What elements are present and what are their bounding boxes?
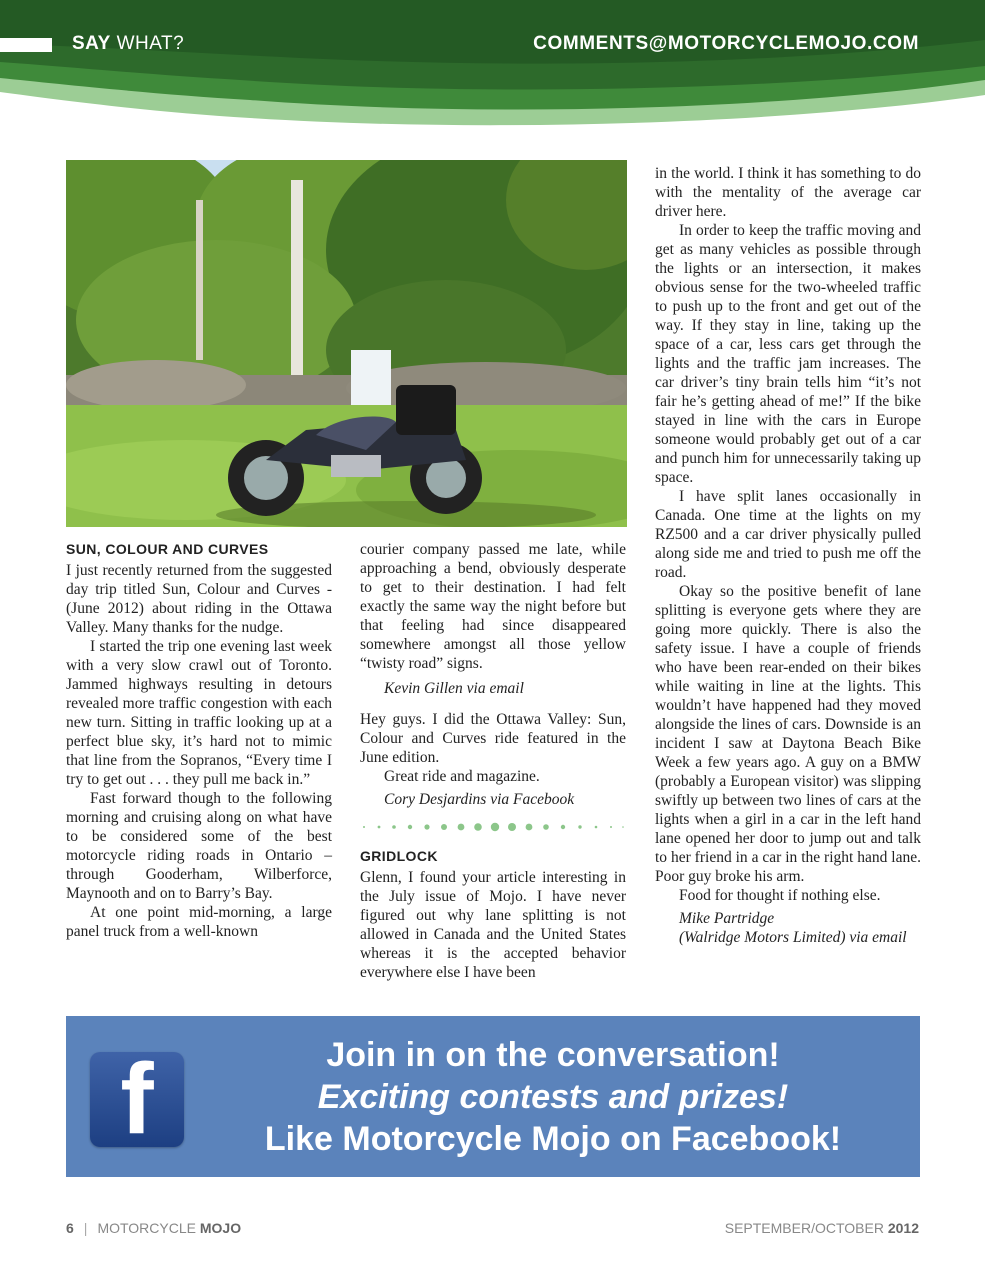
letter3-paragraph: in the world. I think it has something to do with the mentality of the average car driver here. [655, 165, 921, 220]
letter3-paragraph: I have split lanes occasionally in Canada. One time at the lights on my RZ500 and a car driver physically pulled along side me and tried to push me off the road. [655, 488, 921, 581]
heading-sun-colour-curves: SUN, COLOUR AND CURVES [66, 541, 269, 557]
page-number: 6 [66, 1220, 74, 1236]
signature-mike-name: Mike Partridge [679, 910, 775, 927]
letter3-paragraph: In order to keep the traffic moving and get as many vehicles as possible through the lights or an intersection, it makes obvious sense for the two-wheeled traffic to push up to the front and get out of the way. If they stay in line, taking up the space of a car, less cars get through the lights and the traffic jam increases. The car driver’s tiny brain tells him “it’s not fair he’s getting ahead of me!” If the bike stayed in line with the cars in Europe someone would probably get out of a car and punch him for unnecessarily taking up space. [655, 222, 921, 486]
letter1-paragraph: I just recently returned from the suggested day trip titled Sun, Colour and Curves - (June 2012) about riding in the Ottawa Valley. Many thanks for the nudge. [66, 562, 332, 636]
banner-line-1: Join in on the conversation! [326, 1036, 780, 1074]
issue-date: SEPTEMBER/OCTOBER 2012 [724, 1220, 919, 1236]
letter3-paragraph: Okay so the positive benefit of lane splitting is everyone gets where they are going more quickly. There is also the safety issue. I have a couple of friends who have been rear-ended on their bikes while waiting in line at the lights. This wouldn’t have happened had they moved alongside the lines of cars. Downside is an incident I saw at Daytona Beach Bike Week a few years ago. A guy on a BMW (probably a European visitor) was slipping swiftly up between two lines of cars at the lights when a girl in a car in the left hand lane opened her door to jump out and talk to her friend in a car in the right hand lane. Poor guy broke his arm. [655, 583, 921, 885]
column-3 [655, 164, 921, 947]
letter1-paragraph: At one point mid-morning, a large panel truck from a well-known [66, 904, 332, 940]
letter1-paragraph: I started the trip one evening last week with a very slow crawl out of Toronto. Jammed highways resulting in detours revealed more traffic congestion with each new turn. Sitting in traffic looking up at a perfect blue sky, it’s hard not to mimic that line from the Sopranos, “Every time I try to get out . . . they pull me back in.” [66, 638, 332, 788]
magazine-name: MOTORCYCLE [97, 1220, 196, 1236]
heading-gridlock: GRIDLOCK [360, 848, 438, 864]
banner-line-3: Like Motorcycle Mojo on Facebook! [264, 1120, 842, 1158]
signature-mike-affiliation: (Walridge Motors Limited) via email [679, 929, 907, 946]
signature-kevin: Kevin Gillen via email [384, 680, 524, 697]
signature-cory: Cory Desjardins via Facebook [384, 791, 575, 808]
column-1 [66, 540, 332, 941]
section-title: SAY WHAT? [72, 33, 185, 54]
letter3-paragraph: Glenn, I found your article interesting in the July issue of Mojo. I have never figured out why lane splitting is not allowed in Canada and the United States whereas it is the accepted behavior everywhere else I have been [360, 869, 626, 981]
column-2 [360, 540, 626, 982]
facebook-promo-banner[interactable] [66, 1016, 920, 1177]
magazine-name-bold: MOJO [199, 1220, 242, 1236]
banner-line-2: Exciting contests and prizes! [317, 1078, 789, 1116]
facebook-icon[interactable]: f [90, 1052, 184, 1147]
letter1-paragraph: Fast forward though to the following morning and cruising along on what have to be considered some of the best motorcycle riding roads in Ontario – through Gooderham, Wilberforce, Maynooth and on to Barry’s Bay. [66, 790, 332, 902]
motorcycle-photo [66, 160, 627, 527]
banner-text [186, 1034, 920, 1160]
dotted-divider [360, 817, 626, 837]
footer-left: 6 | MOTORCYCLE MOJO [66, 1220, 242, 1236]
header-bar-mark [0, 38, 52, 52]
letter1-paragraph: courier company passed me late, while approaching a bend, obviously desperate to get to their destination. I had felt exactly the same way the night before but that feeling had since disappeared somewhere amongst all those yellow “twisty road” signs. [360, 541, 626, 672]
page-footer [66, 1220, 919, 1240]
letter2-paragraph: Hey guys. I did the Ottawa Valley: Sun, Colour and Curves ride featured in the June edition. [360, 711, 626, 766]
comments-email-link[interactable]: COMMENTS@MOTORCYCLEMOJO.COM [533, 33, 919, 54]
header-swoosh-graphic [0, 0, 985, 140]
page-header [0, 0, 985, 140]
letter3-paragraph: Food for thought if nothing else. [679, 887, 881, 904]
letter2-paragraph: Great ride and magazine. [384, 768, 540, 785]
